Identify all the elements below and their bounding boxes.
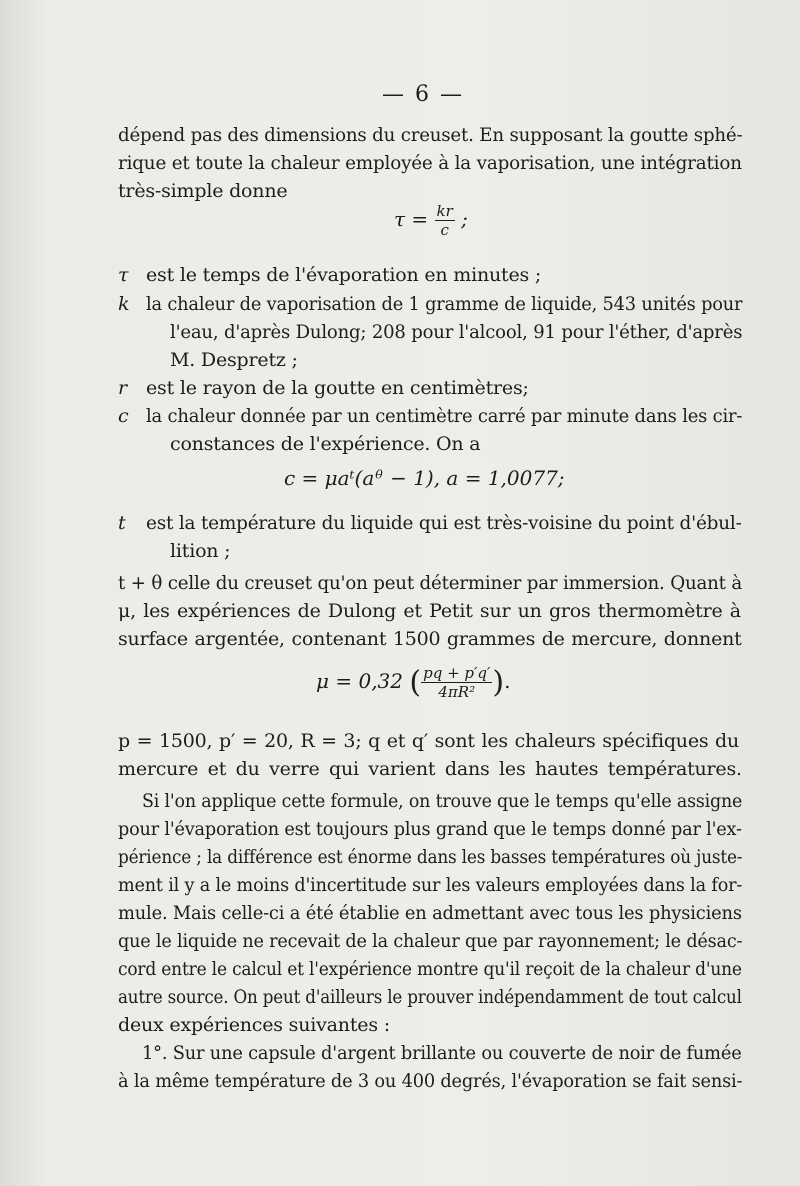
definition-line: est le rayon de la goutte en centimètres; <box>146 377 529 399</box>
definition-line: l'eau, d'après Dulong; 208 pour l'alcool, 91 pour l'éther, d'après <box>170 321 743 343</box>
text-line: p = 1500, p′ = 20, R = 3; q et q′ sont les chaleurs spécifiques du <box>118 730 740 752</box>
definition-line: est la température du liquide qui est très-voisine du point d'ébul- <box>146 512 742 534</box>
text-line: t + θ celle du creuset qu'on peut déterminer par immersion. Quant à <box>118 572 743 594</box>
text-line: pour l'évaporation est toujours plus grand que le temps donné par l'ex- <box>118 818 742 840</box>
formula-lhs: μ = 0,32 <box>316 669 404 693</box>
period: . <box>504 669 511 693</box>
definition-line: M. Despretz ; <box>170 349 298 371</box>
definition-line: la chaleur donnée par un centimètre carré par minute dans les cir- <box>146 405 743 427</box>
definition-line: est le temps de l'évaporation en minutes ; <box>146 264 542 286</box>
text-line: à la même température de 3 ou 400 degrés, l'évaporation se fait sensi- <box>118 1070 743 1092</box>
fraction-denominator: 4πR² <box>438 683 476 701</box>
text-line: surface argentée, contenant 1500 grammes de mercure, donnent <box>118 628 742 650</box>
fraction <box>435 202 455 239</box>
formula-mu <box>316 664 511 701</box>
text-line: deux expériences suivantes : <box>118 1014 390 1036</box>
text-line: Si l'on applique cette formule, on trouve que le temps qu'elle assigne <box>142 790 743 812</box>
symbol-t: t <box>118 512 126 534</box>
text-line: 1°. Sur une capsule d'argent brillante ou couverte de noir de fumée <box>142 1042 742 1064</box>
paren-open: ( <box>409 665 422 700</box>
symbol-r: r <box>118 377 128 399</box>
symbol-c: c <box>118 405 129 427</box>
text-line: dépend pas des dimensions du creuset. En supposant la goutte sphé- <box>118 124 743 146</box>
definition-line: lition ; <box>170 540 231 562</box>
text-line: μ, les expériences de Dulong et Petit sur un gros thermomètre à <box>118 600 741 622</box>
page-number: — 6 — <box>382 82 464 107</box>
text-line: rique et toute la chaleur employée à la vaporisation, une intégration <box>118 152 742 174</box>
symbol-k: k <box>118 293 130 315</box>
text-line: périence ; la différence est énorme dans les basses températures où juste- <box>118 846 743 868</box>
text-line: cord entre le calcul et l'expérience montre qu'il reçoit de la chaleur d'une <box>118 958 742 980</box>
fraction-numerator: kr <box>436 202 453 220</box>
definition-line: constances de l'expérience. On a <box>170 433 481 455</box>
text-line: ment il y a le moins d'incertitude sur les valeurs employées dans la for- <box>118 874 743 896</box>
text-line: autre source. On peut d'ailleurs le prouver indépendamment de tout calcul <box>118 986 742 1008</box>
formula-c: c = μaᵗ(aᶿ − 1), a = 1,0077; <box>284 466 565 490</box>
formula-tau <box>394 202 468 239</box>
fraction <box>421 664 492 701</box>
fraction-denominator: c <box>440 221 449 239</box>
text-line: très-simple donne <box>118 180 288 202</box>
text-line: que le liquide ne recevait de la chaleur que par rayonnement; le désac- <box>118 930 743 952</box>
fraction-numerator: pq + p′q′ <box>423 664 491 682</box>
text-line: mercure et du verre qui varient dans les hautes températures. <box>118 758 742 780</box>
symbol-tau: τ <box>118 264 129 286</box>
paren-close: ) <box>492 665 505 700</box>
formula-tail: ; <box>461 207 468 231</box>
formula-lhs: τ = <box>394 207 429 231</box>
text-line: mule. Mais celle-ci a été établie en admettant avec tous les physiciens <box>118 902 742 924</box>
definition-line: la chaleur de vaporisation de 1 gramme de liquide, 543 unités pour <box>146 293 743 315</box>
